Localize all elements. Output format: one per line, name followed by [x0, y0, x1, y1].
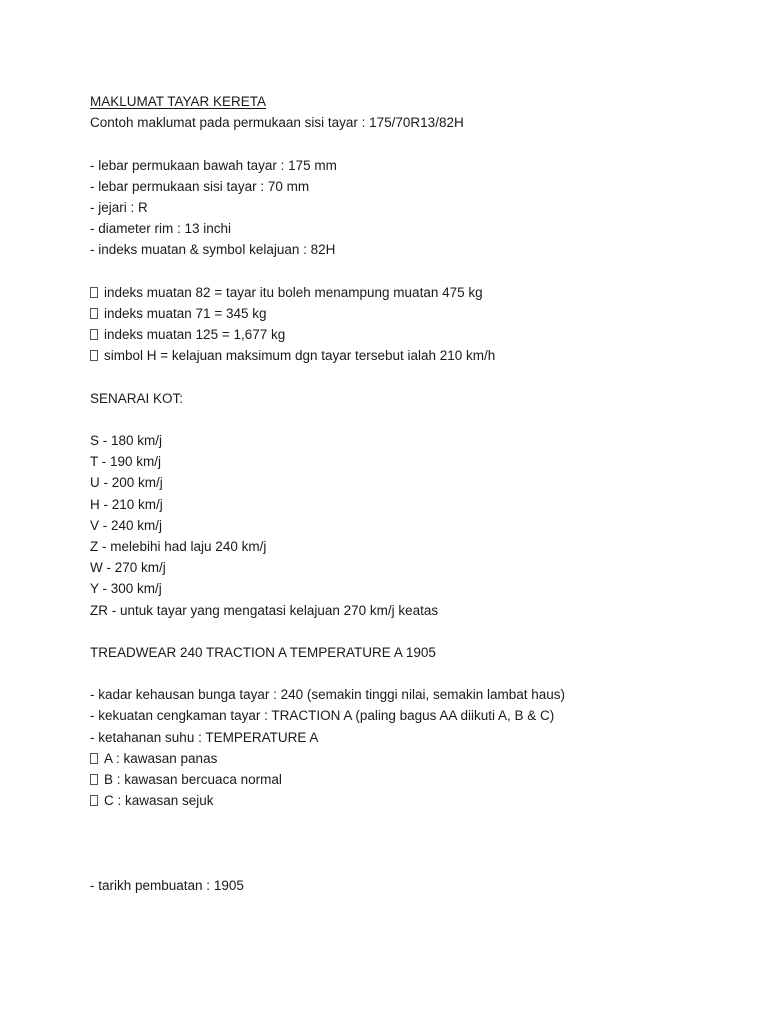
load-note: [90, 303, 730, 324]
load-note: [90, 345, 730, 366]
utqg-detail: - kadar kehausan bunga tayar : 240 (semakin tinggi nilai, semakin lambat haus): [90, 687, 566, 703]
spec-line: - lebar permukaan bawah tayar : 175 mm: [90, 157, 337, 173]
spec-line: - diameter rim : 13 inchi: [90, 221, 232, 237]
missing-glyph-icon: [90, 753, 98, 764]
spacer: [90, 409, 730, 430]
missing-glyph-icon: [90, 329, 98, 340]
intro-line: Contoh maklumat pada permukaan sisi tayar : 175/70R13/82H: [90, 115, 464, 131]
speed-heading: SENARAI KOT:: [90, 390, 184, 406]
missing-glyph-icon: [90, 350, 98, 361]
document-title: MAKLUMAT TAYAR KERETA: [90, 94, 267, 109]
speed-code: W - 270 km/j: [90, 560, 166, 576]
speed-code: Z - melebihi had laju 240 km/j: [90, 538, 267, 554]
missing-glyph-icon: [90, 287, 98, 298]
speed-code: H - 210 km/j: [90, 496, 163, 512]
spacer: [90, 663, 730, 684]
spacer: [90, 854, 730, 875]
temperature-note-text: A : kawasan panas: [104, 750, 218, 766]
temperature-note: [90, 790, 730, 811]
load-note-text: indeks muatan 71 = 345 kg: [104, 305, 267, 321]
spacer: [90, 621, 730, 642]
spec-line: - lebar permukaan sisi tayar : 70 mm: [90, 178, 310, 194]
utqg-detail: - ketahanan suhu : TEMPERATURE A: [90, 729, 319, 745]
temperature-note-text: B : kawasan bercuaca normal: [104, 772, 282, 787]
load-note: [90, 282, 730, 303]
temperature-note: [90, 748, 730, 769]
load-note: [90, 324, 730, 345]
speed-code: V - 240 km/j: [90, 517, 163, 533]
missing-glyph-icon: [90, 774, 98, 785]
speed-code: ZR - untuk tayar yang mengatasi kelajuan 270 km/j keatas: [90, 602, 439, 618]
utqg-heading: TREADWEAR 240 TRACTION A TEMPERATURE A 1905: [90, 644, 436, 660]
speed-code: T - 190 km/j: [90, 454, 162, 470]
speed-code: Y - 300 km/j: [90, 581, 162, 597]
document-page: [90, 91, 730, 896]
spacer: [90, 366, 730, 387]
spacer: [90, 261, 730, 282]
missing-glyph-icon: [90, 308, 98, 319]
load-note-text: indeks muatan 125 = 1,677 kg: [104, 327, 286, 343]
spec-line: - indeks muatan & symbol kelajuan : 82H: [90, 242, 336, 258]
manufacture-date: - tarikh pembuatan : 1905: [90, 877, 244, 893]
temperature-note: [90, 769, 730, 790]
load-note-text: indeks muatan 82 = tayar itu boleh menampung muatan 475 kg: [104, 284, 483, 300]
spacer: [90, 811, 730, 853]
utqg-detail: - kekuatan cengkaman tayar : TRACTION A (paling bagus AA diikuti A, B & C): [90, 708, 555, 724]
speed-code: S - 180 km/j: [90, 433, 163, 448]
missing-glyph-icon: [90, 795, 98, 806]
load-note-text: simbol H = kelajuan maksimum dgn tayar tersebut ialah 210 km/h: [104, 348, 496, 364]
spacer: [90, 133, 730, 154]
spec-line: - jejari : R: [90, 199, 148, 215]
speed-code: U - 200 km/j: [90, 475, 163, 491]
temperature-note-text: C : kawasan sejuk: [104, 793, 214, 809]
